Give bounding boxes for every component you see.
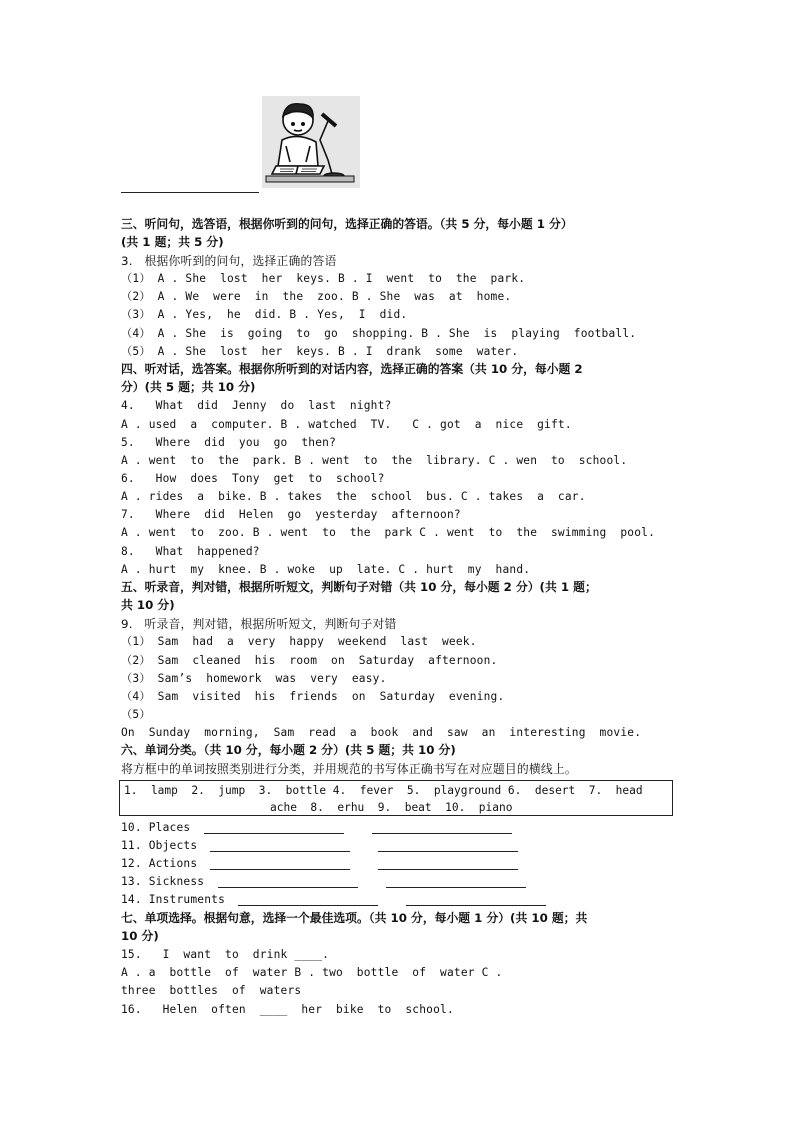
question-13-blank-2[interactable] xyxy=(386,887,526,888)
question-15-options: A . a bottle of water B . two bottle of water C . xyxy=(121,966,503,979)
question-12-blank-2[interactable] xyxy=(378,869,518,870)
question-11-label: 11. Objects xyxy=(121,839,198,852)
question-9-item-2: （2） Sam cleaned his room on Saturday afternoon. xyxy=(121,654,498,667)
question-5-options: A . went to the park. B . went to the library. C . wen to school. xyxy=(121,454,628,467)
word-bank-box xyxy=(119,780,673,816)
word-bank-row-1: 1. lamp 2. jump 3. bottle 4. fever 5. playground 6. desert 7. head xyxy=(124,784,643,797)
question-14-blank-1[interactable] xyxy=(238,905,378,906)
question-13-blank-1[interactable] xyxy=(218,887,358,888)
section-6-instructions: 将方框中的单词按照类别进行分类，并用规范的书写体正确书写在对应题目的横线上。 xyxy=(121,762,577,776)
question-8: 8. What happened? xyxy=(121,545,260,558)
question-6: 6. How does Tony get to school? xyxy=(121,472,385,485)
section-4-count: 分）(共 5 题；共 10 分) xyxy=(121,380,256,394)
question-8-options: A . hurt my knee. B . woke up late. C . hurt my hand. xyxy=(121,563,531,576)
question-6-options: A . rides a bike. B . takes the school bus. C . takes a car. xyxy=(121,490,586,503)
question-9-item-1: （1） Sam had a very happy weekend last week. xyxy=(121,635,477,648)
question-3-item-5: （5） A . She lost her keys. B . I drank some water. xyxy=(121,345,519,358)
question-4-options: A . used a computer. B . watched TV. C . got a nice gift. xyxy=(121,418,572,431)
question-4: 4. What did Jenny do last night? xyxy=(121,399,392,412)
question-3-item-1: （1） A . She lost her keys. B . I went to the park. xyxy=(121,272,526,285)
section-7-count: 10 分) xyxy=(121,929,159,943)
section-4-title: 四、听对话，选答案。根据你所听到的对话内容，选择正确的答案（共 10 分，每小题 2 xyxy=(121,362,583,376)
question-7-options: A . went to zoo. B . went to the park C . went to the swimming pool. xyxy=(121,526,656,539)
question-9-item-5-text: On Sunday morning, Sam read a book and saw an interesting movie. xyxy=(121,726,642,739)
section-6-title: 六、单词分类。（共 10 分，每小题 2 分）(共 5 题；共 10 分) xyxy=(121,743,456,757)
section-3-title: 三、听问句，选答语，根据你听到的问句，选择正确的答语。（共 5 分，每小题 1 分） xyxy=(121,217,573,231)
question-9-item-3: （3） Sam’s homework was very easy. xyxy=(121,672,387,685)
question-9-item-5: （5） xyxy=(121,708,151,721)
section-5-count: 共 10 分) xyxy=(121,598,175,612)
question-14-label: 14. Instruments xyxy=(121,893,226,906)
question-11-blank-2[interactable] xyxy=(378,851,518,852)
question-7: 7. Where did Helen go yesterday afternoon? xyxy=(121,508,461,521)
question-12-blank-1[interactable] xyxy=(210,869,350,870)
question-15-options-cont: three bottles of waters xyxy=(121,984,302,997)
question-16: 16. Helen often ____ her bike to school. xyxy=(121,1003,454,1016)
question-15: 15. I want to drink ____. xyxy=(121,948,330,961)
question-10-label: 10. Places xyxy=(121,821,191,834)
question-3-item-3: （3） A . Yes, he did. B . Yes, I did. xyxy=(121,308,408,321)
question-13-label: 13. Sickness xyxy=(121,875,205,888)
question-5: 5. Where did you go then? xyxy=(121,436,336,449)
section-5-title: 五、听录音，判对错，根据所听短文，判断句子对错（共 10 分，每小题 2 分）(共 1 题； xyxy=(121,580,597,594)
question-10-blank-1[interactable] xyxy=(204,833,344,834)
section-7-title: 七、单项选择。根据句意，选择一个最佳选项。（共 10 分，每小题 1 分）(共 10 题；共 xyxy=(121,911,588,925)
question-14-blank-2[interactable] xyxy=(406,905,546,906)
section-3-count: (共 1 题；共 5 分) xyxy=(121,235,224,249)
child-reading-illustration xyxy=(262,96,360,188)
question-9-item-4: （4） Sam visited his friends on Saturday evening. xyxy=(121,690,505,703)
question-3: 3. 根据你听到的问句，选择正确的答语 xyxy=(121,254,337,268)
answer-blank-line xyxy=(121,192,259,193)
question-9: 9. 听录音，判对错，根据所听短文，判断句子对错 xyxy=(121,617,397,631)
word-bank-row-2: ache 8. erhu 9. beat 10. piano xyxy=(270,801,513,814)
question-3-item-4: （4） A . She is going to go shopping. B . She is playing football. xyxy=(121,327,637,340)
question-11-blank-1[interactable] xyxy=(210,851,350,852)
question-3-item-2: （2） A . We were in the zoo. B . She was at home. xyxy=(121,290,512,303)
question-10-blank-2[interactable] xyxy=(372,833,512,834)
question-12-label: 12. Actions xyxy=(121,857,198,870)
